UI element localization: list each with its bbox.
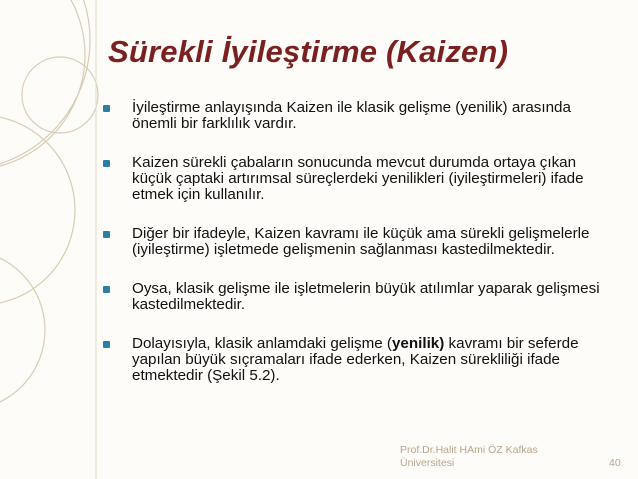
bullet-item: [103, 226, 603, 258]
slide-title: Sürekli İyileştirme (Kaizen): [108, 34, 509, 69]
bullet-item: [103, 336, 603, 384]
footer-source: Prof.Dr.Halit HAmi ÖZ Kafkas Üniversitesi: [400, 444, 538, 469]
bullet-item: [103, 155, 603, 203]
page-number: 40: [609, 457, 621, 469]
bullet-text-after: kavramı bir seferde yapılan büyük sıçramaları ifade ederken, Kaizen sürekliliği ifade etmektedir (Şekil 5.2).: [132, 335, 579, 384]
decorative-circles: [0, 0, 110, 479]
square-bullet-icon: [103, 286, 110, 293]
deco-arc-4: [0, 115, 75, 305]
bullet-text: Kaizen sürekli çabaların sonucunda mevcut durumda ortaya çıkan küçük çaptaki artırımsal süreçlerdeki yenilikleri (iyileştirmeleri) ifade etmek için kullanılır.: [132, 154, 584, 203]
bullet-text-bold: yenilik): [391, 335, 445, 352]
deco-circle-3: [22, 57, 98, 133]
bullet-list: [103, 100, 603, 407]
bullet-text-before: Dolayısıyla, klasik anlamdaki gelişme (: [132, 335, 392, 352]
deco-arc-5: [0, 250, 45, 410]
deco-arc-2: [0, 0, 85, 170]
bullet-text: Oysa, klasik gelişme ile işletmelerin büyük atılımlar yaparak gelişmesi kastedilmektedir.: [132, 280, 600, 313]
square-bullet-icon: [103, 105, 110, 112]
square-bullet-icon: [103, 341, 110, 348]
deco-arc-1: [0, 0, 90, 170]
bullet-text: Diğer bir ifadeyle, Kaizen kavramı ile küçük ama sürekli gelişmelerle (iyileştirme) işletmede gelişmenin sağlanması kastedilmektedir.: [132, 225, 590, 258]
bullet-item: [103, 281, 603, 313]
square-bullet-icon: [103, 231, 110, 238]
bullet-text: İyileştirme anlayışında Kaizen ile klasik gelişme (yenilik) arasında önemli bir farklılık vardır.: [132, 99, 571, 132]
bullet-item: [103, 100, 603, 132]
square-bullet-icon: [103, 160, 110, 167]
